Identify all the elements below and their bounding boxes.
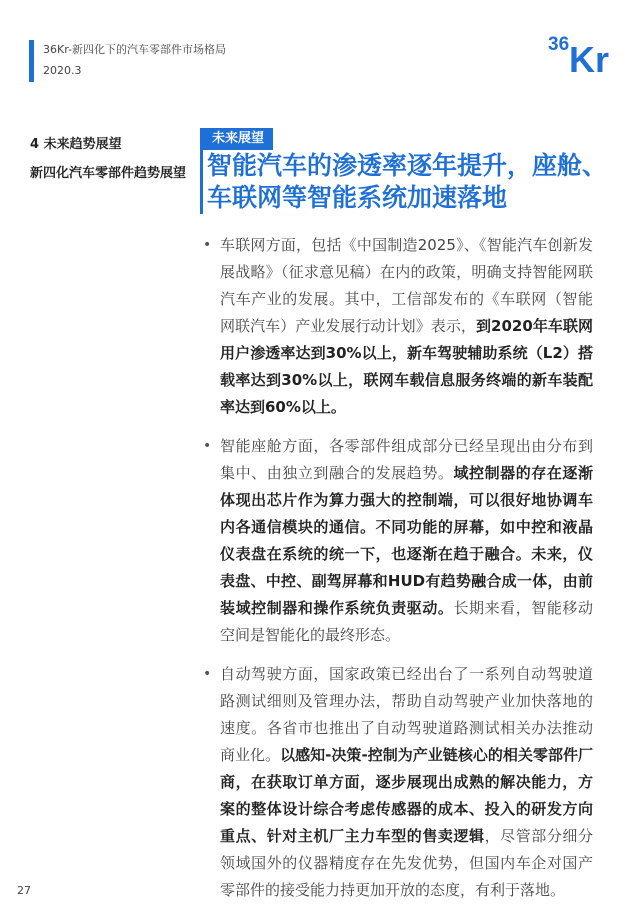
bullet-dot-icon: •	[203, 438, 212, 454]
bullet-dot-icon: •	[203, 237, 212, 253]
bullet-dot-icon: •	[203, 666, 212, 682]
bullet-text: ，尽管部分细分领域国外的仪器精度存在先发优势，但国内车企对国产零部件的接受能力持更加开放的态度，有利于落地。	[220, 827, 593, 899]
bullet-emphasis-text: 以感知-决策-控制为产业链核心的相关零部件厂商，在获取订单方面，逐步展现出成熟的解决能力，方案的整体设计综合考虑传感器的成本、投入的研发方向重点、针对主机厂主力车型的售卖逻辑	[220, 746, 593, 845]
section-subtitle: 新四化汽车零部件趋势展望	[30, 166, 187, 181]
header-bar	[29, 40, 34, 82]
bullet-text: 智能座舱方面，各零部件组成部分已经呈现出由分布到集中、由独立到融合的发展趋势。	[220, 437, 593, 482]
bullet-item	[203, 661, 593, 904]
main-heading: 智能汽车的渗透率逐年提升，座舱、车联网等智能系统加速落地	[207, 151, 608, 212]
bullet-item	[203, 433, 593, 649]
bullet-item	[203, 232, 593, 421]
svg-text:Kr: Kr	[569, 39, 610, 74]
page-number: 27	[17, 884, 31, 897]
bullet-text: 车联网方面，包括《中国制造2025》、《智能汽车创新发展战略》（征求意见稿）在内的政策，明确支持智能网联汽车产业的发展。其中，工信部发布的《车联网（智能网联汽车）产业发展行动计划》表示，	[220, 236, 593, 335]
document-title: 36Kr-新四化下的汽车零部件市场格局	[43, 43, 226, 56]
bullet-text: 长期来看，智能移动空间是智能化的最终形态。	[220, 599, 593, 644]
section-number-title: 4 未来趋势展望	[30, 137, 122, 152]
bullet-text: 自动驾驶方面，国家政策已经出台了一系列自动驾驶道路测试细则及管理办法，帮助自动驾驶产业加快落地的速度。各省市也推出了自动驾驶道路测试相关办法推动商业化。	[220, 665, 593, 764]
logo-36kr	[548, 30, 616, 74]
document-date: 2020.3	[43, 64, 82, 77]
bullet-emphasis-text: 到2020年车联网用户渗透率达到30%以上，新车驾驶辅助系统（L2）搭载率达到30%以上，联网车载信息服务终端的新车装配率达到60%以上。	[220, 317, 593, 416]
section-tag: 未来展望	[203, 128, 273, 150]
svg-text:36: 36	[548, 34, 570, 55]
bullet-emphasis-text: 域控制器的存在逐渐体现出芯片作为算力强大的控制端，可以很好地协调车内各通信模块的通信。不同功能的屏幕，如中控和液晶仪表盘在系统的统一下，也逐渐在趋于融合。未来，仪表盘、中控、副驾屏幕和HUD有趋势融合成一体，由前装域控制器和操作系统负责驱动。	[220, 464, 593, 617]
bullet-list	[203, 232, 593, 916]
